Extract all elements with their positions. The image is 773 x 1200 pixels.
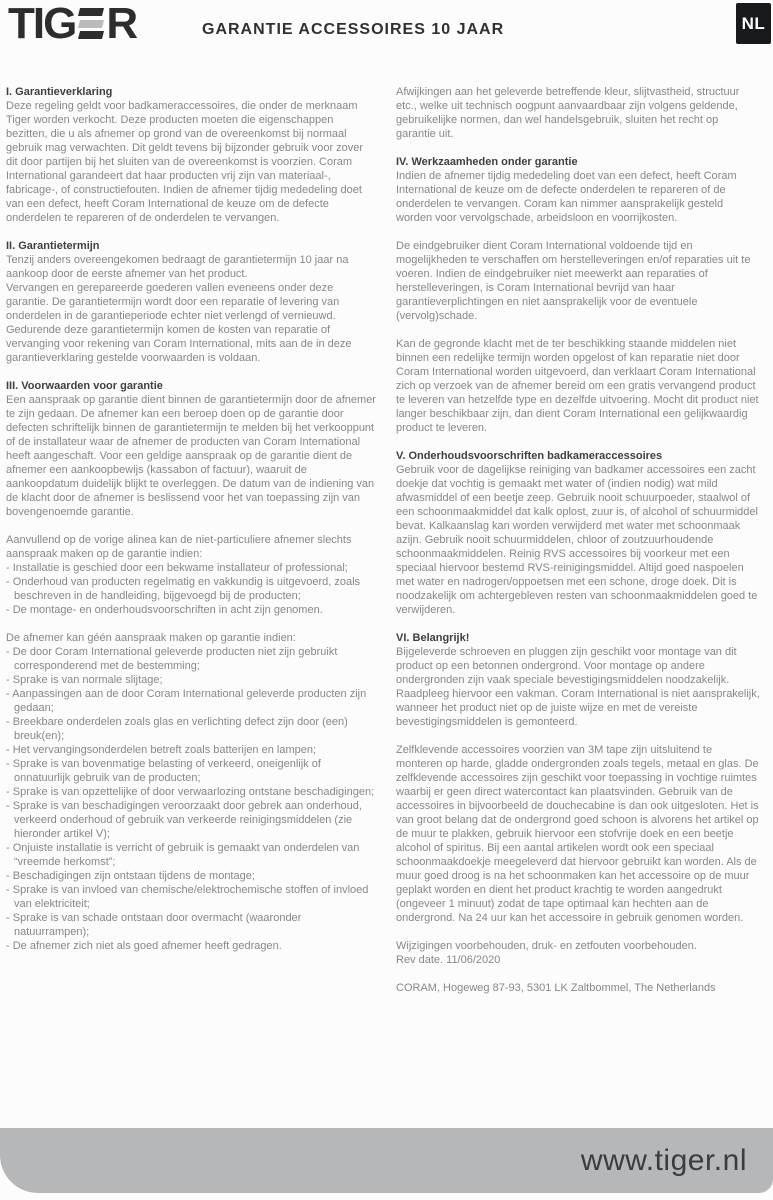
section-heading: III. Voorwaarden voor garantie — [6, 380, 163, 392]
list-item: - Sprake is van beschadigingen veroorzaakt door gebrek aan onderhoud, verkeerd onderhoud of gebruik van verkeerde reinigingsmiddelen (zie hieronder artikel V); — [6, 799, 376, 841]
paragraph: Afwijkingen aan het geleverde betreffende kleur, slijtvastheid, structuur etc., welke uit technisch oogpunt aanvaardbaar zijn volgens geldende, gebruikelijke normen, dan wel handelsgebruik, sluiten het recht op garantie uit. — [396, 86, 740, 140]
right-column — [396, 85, 760, 995]
left-column — [6, 85, 376, 953]
logo-letter-e — [79, 8, 103, 39]
paragraph: Tenzij anders overeengekomen bedraagt de garantietermijn 10 jaar na aankoop door de eerste afnemer van het product. — [6, 254, 349, 280]
language-badge: NL — [736, 3, 771, 44]
paragraph: Gebruik voor de dagelijkse reiniging van badkamer accessoires een zacht doekje dat vochtig is gemaakt met water of (indien nodig) wat mild afwasmiddel of een beetje zeep. Gebruik nooit schuurpoeder, staalwol of een schoonmaakmiddel dat kalk oplost, zuur is, of alcohol of schuurmiddel bevat. Kalkaanslag kan worden verwijderd met water met schoonmaak azijn. Gebruik nooit schuurmiddelen, chloor of zoutzuurhoudende schoonmaakmiddelen. Reinig RVS accessoires bij voorkeur met een speciaal hiervoor bestemd RVS-reinigingsmiddel. Altijd goed naspoelen met water en nadrogen/oppoetsen met een schone, droge doek. Dit is noodzakelijk om achtergebleven resten van schoonmaakmiddelen goed te verwijderen. — [396, 464, 758, 616]
list-item: - Sprake is van schade ontstaan door overmacht (waaronder natuurrampen); — [6, 911, 376, 939]
list-item: - Onjuiste installatie is verricht of gebruik is gemaakt van onderdelen van “vreemde herkomst”; — [6, 841, 376, 869]
paragraph: Zelfklevende accessoires voorzien van 3M tape zijn uitsluitend te monteren op harde, gladde ondergronden zoals tegels, metaal en glas. De zelfklevende accessoires zijn geschikt voor toepassing in vochtige ruimtes waarbij er geen direct watercontact kan plaatsvinden. Gebruik van de accessoires in bijvoorbeeld de douchecabine is dan ook uitgesloten. Het is van groot belang dat de ondergrond goed schoon is alvorens het artikel op de muur te plakken, gebruik hiervoor een stofvrije doek en een beetje alcohol of spiritus. Bij een aantal artikelen wordt ook een speciaal schoonmaakdoekje meegeleverd dat hiervoor gebruikt kan worden. Als de muur goed droog is na het schoonmaken kan het accessoire op de muur geplakt worden en dient het product krachtig te worden aangedrukt (ongeveer 1 minuut) zodat de tape optimaal kan hechten aan de ondergrond. Na 24 uur kan het accessoire in gebruik genomen worden. — [396, 744, 759, 924]
logo-e-bar-bottom — [78, 31, 104, 39]
list-item: - Sprake is van invloed van chemische/elektrochemische stoffen of invloed van elektriciteit; — [6, 883, 376, 911]
paragraph: CORAM, Hogeweg 87-93, 5301 LK Zaltbommel, The Netherlands — [396, 982, 716, 994]
footer-bar — [0, 1128, 773, 1193]
paragraph: De afnemer kan géén aanspraak maken op garantie indien: — [6, 632, 296, 644]
list-item: - Beschadigingen zijn ontstaan tijdens de montage; — [6, 869, 376, 883]
paragraph: Wijzigingen voorbehouden, druk- en zetfouten voorbehouden. — [396, 940, 697, 952]
list-item: - De afnemer zich niet als goed afnemer heeft gedragen. — [6, 939, 376, 953]
section-heading: V. Onderhoudsvoorschriften badkameraccessoires — [396, 450, 663, 462]
logo-text-r: R — [106, 0, 137, 48]
paragraph: Deze regeling geldt voor badkameraccessoires, die onder de merknaam Tiger worden verkocht. Deze producten moeten die eigenschappen bezitten, die u als afnemer op grond van de overeenkomst bij normaal gebruik mag verwachten. Dit geldt tevens bij bijzonder gebruik voor zover dit door partijen bij het sluiten van de overeenkomst is voorzien. Coram International garandeert dat haar producten vrij zijn van materiaal-, fabricage-, of constructiefouten. Indien de afnemer tijdig mededeling doet van een defect, heeft Coram International de keuze om de defecte onderdelen te repareren of de onderdelen te vervangen. — [6, 100, 364, 224]
section-heading: IV. Werkzaamheden onder garantie — [396, 156, 578, 168]
page-title: GARANTIE ACCESSOIRES 10 JAAR — [202, 21, 505, 38]
list-item: - Aanpassingen aan de door Coram International geleverde producten zijn gedaan; — [6, 687, 376, 715]
paragraph: Indien de afnemer tijdig mededeling doet van een defect, heeft Coram International de keuze om de defecte onderdelen te repareren of de onderdelen te vervangen. Coram kan nimmer aansprakelijk gesteld worden voor vervolgschade, arbeidsloon en voorrijkosten. — [396, 170, 737, 224]
paragraph: Rev date. 11/06/2020 — [396, 954, 501, 966]
paragraph: Aanvullend op de vorige alinea kan de niet-particuliere afnemer slechts aanspraak maken op de garantie indien: — [6, 534, 352, 560]
list-item: - Sprake is van opzettelijke of door verwaarlozing ontstane beschadigingen; — [6, 785, 376, 799]
list-item: - Onderhoud van producten regelmatig en vakkundig is uitgevoerd, zoals beschreven in de handleiding, bijgevoegd bij de producten; — [6, 575, 376, 603]
list-item: - Sprake is van bovenmatige belasting of verkeerd, oneigenlijk of onnatuurlijk gebruik van de producten; — [6, 757, 376, 785]
paragraph: Vervangen en gerepareerde goederen vallen eveneens onder deze garantie. De garantietermijn wordt door een reparatie of levering van onderdelen in de garantieperiode echter niet verlengd of vernieuwd. — [6, 282, 340, 322]
logo-text-tig: TIG — [8, 0, 76, 48]
website-url: www.tiger.nl — [580, 1143, 747, 1177]
paragraph: Gedurende deze garantietermijn komen de kosten van reparatie of vervanging voor rekening van Coram International, mits aan de in deze garantieverklaring gestelde voorwaarden is voldaan. — [6, 324, 352, 364]
section-heading: VI. Belangrijk! — [396, 632, 470, 644]
paragraph: Een aanspraak op garantie dient binnen de garantietermijn door de afnemer te zijn gedaan. De afnemer kan een beroep doen op de garantie door defecten schriftelijk binnen de garantietermijn te melden bij het verkooppunt of de installateur waar de afnemer de producten van Coram International heeft aangeschaft. Voor een geldige aanspraak op de garantie dient de afnemer een aankoopbewijs (kassabon of factuur), waaruit de aankoopdatum duidelijk blijkt te overleggen. De datum van de indiening van de klacht door de afnemer is beslissend voor het van toepassing zijn van bovengenoemde garantie. — [6, 394, 376, 518]
tiger-logo — [8, 0, 137, 48]
paragraph: De eindgebruiker dient Coram International voldoende tijd en mogelijkheden te verschaffen om herstelleveringen en/of reparaties uit te voeren. Indien de eindgebruiker niet meewerkt aan reparaties of herstelleveringen, is Coram International bevrijd van haar garantieverplichtingen en niet aansprakelijk voor de eventuele (vervolg)schade. — [396, 240, 751, 322]
paragraph: Kan de gegronde klacht met de ter beschikking staande middelen niet binnen een redelijke termijn worden opgelost of kan reparatie niet door Coram International worden uitgevoerd, dan verklaart Coram International zich op verzoek van de afnemer bereid om een gratis vervangend product te leveren van hetzelfde type en dezelfde uitvoering. Mocht dit product niet langer beschikbaar zijn, dan dient Coram International een gelijkwaardig product te leveren. — [396, 338, 759, 434]
section-heading: II. Garantietermijn — [6, 240, 100, 252]
list-item: - De montage- en onderhoudsvoorschriften in acht zijn genomen. — [6, 603, 376, 617]
logo-e-bar-middle — [78, 20, 104, 28]
section-heading: I. Garantieverklaring — [6, 86, 113, 98]
list-item: - Het vervangingsonderdelen betreft zoals batterijen en lampen; — [6, 743, 376, 757]
list-item: - Installatie is geschied door een bekwame installateur of professional; — [6, 561, 376, 575]
paragraph: Bijgeleverde schroeven en pluggen zijn geschikt voor montage van dit product op een betonnen ondergrond. Voor montage op andere ondergronden zijn vaak speciale bevestigingsmiddelen noodzakelijk. Raadpleeg hiervoor een vakman. Coram International is niet aansprakelijk, wanneer het product niet op de juiste wijze en met de vereiste bevestigingsmiddelen is gemonteerd. — [396, 646, 760, 728]
list-item: - Breekbare onderdelen zoals glas en verlichting defect zijn door (een) breuk(en); — [6, 715, 376, 743]
list-item: - Sprake is van normale slijtage; — [6, 673, 376, 687]
list-item: - De door Coram International geleverde producten niet zijn gebruikt corresponderend met de bestemming; — [6, 645, 376, 673]
logo-e-bar-top — [78, 8, 104, 16]
